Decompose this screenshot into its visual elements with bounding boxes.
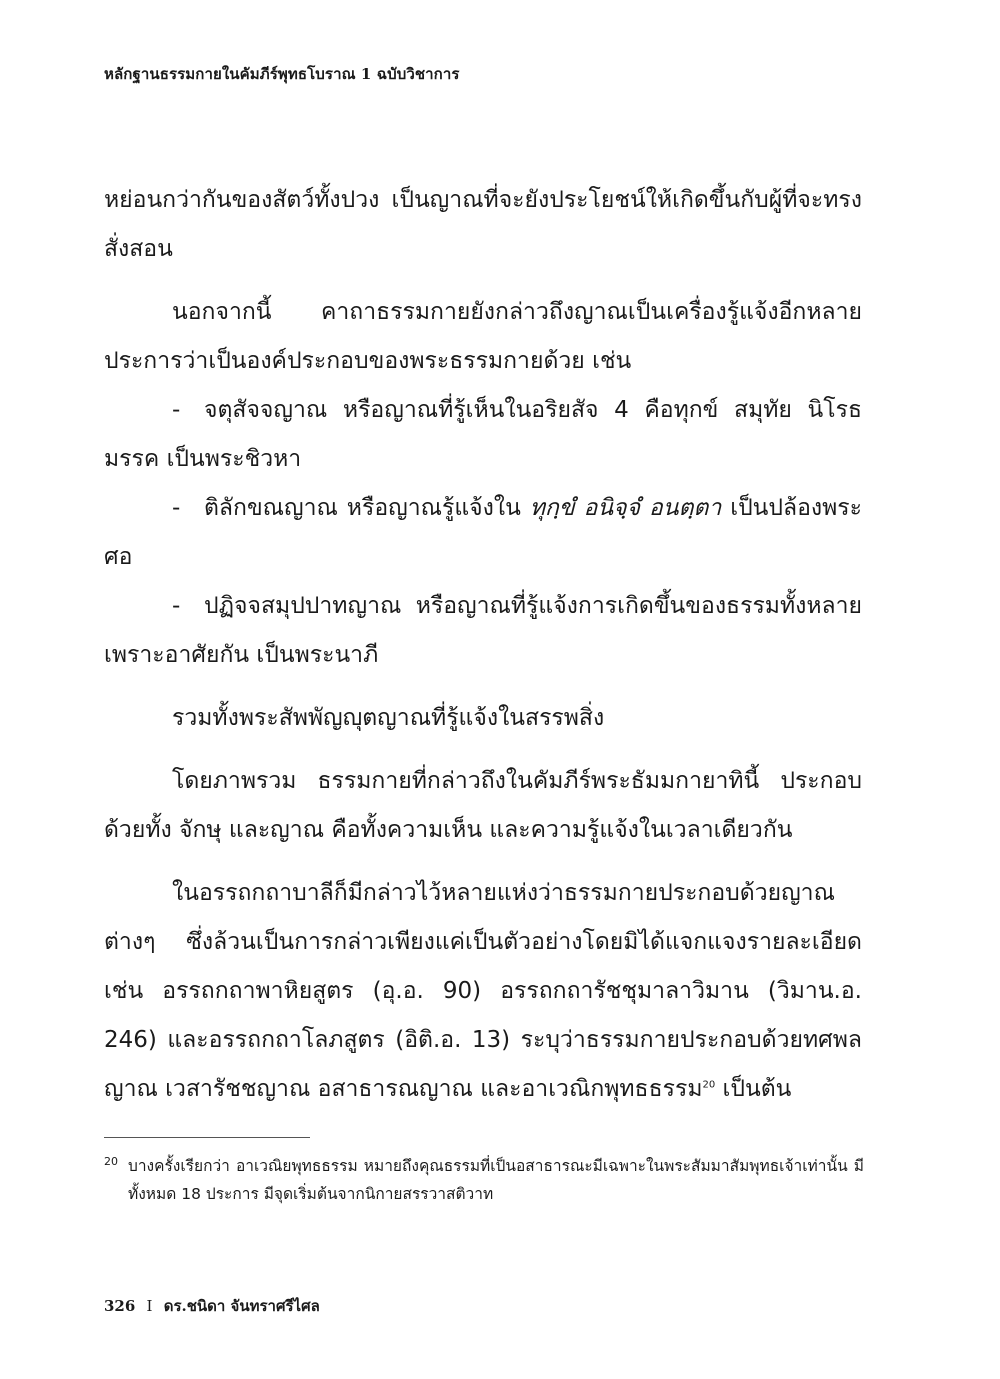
bullet-item-tilakkhana [104,484,862,582]
author-name: ดร.ชนิดา จันทราศรีไศล [163,1297,320,1315]
footnote-divider [104,1137,310,1138]
bullet-text: ปฏิจจสมุปปาทญาณ หรือญาณที่รู้แจ้งการเกิดขึ้นของธรรมทั้งหลายเพราะอาศัยกัน เป็นพระนาภี [104,593,862,668]
paragraph-commentaries [104,869,862,1114]
paragraph-overview: โดยภาพรวม ธรรมกายที่กล่าวถึงในคัมภีร์พระธัมมกายาทินี้ ประกอบด้วยทั้ง จักษุ และญาณ คือทั้งความเห็น และความรู้แจ้งในเวลาเดียวกัน [104,768,862,843]
page-footer [104,1294,320,1318]
bullet-text: จตุสัจจญาณ หรือญาณที่รู้เห็นในอริยสัจ 4 คือทุกข์ สมุทัย นิโรธ มรรค เป็นพระชิวหา [104,397,862,472]
bullet-item-catusacca [104,386,862,484]
page-number: 326 [104,1297,136,1315]
footer-separator: I [146,1297,153,1315]
bullet-dash: - [172,397,181,423]
bullet-text-pre: ติลักขณญาณ หรือญาณรู้แจ้งใน [204,495,530,521]
footnote-number: 20 [104,1155,118,1168]
paragraph-continued: หย่อนกว่ากันของสัตว์ทั้งปวง เป็นญาณที่จะยังประโยชน์ให้เกิดขึ้นกับผู้ที่จะทรงสั่งสอน [104,187,862,262]
running-header: หลักฐานธรรมกายในคัมภีร์พุทธโบราณ 1 ฉบับวิชาการ [104,65,460,83]
footnote-20 [104,1152,864,1208]
paragraph-dhammakaya-verse: นอกจากนี้ คาถาธรรมกายยังกล่าวถึงญาณเป็นเครื่องรู้แจ้งอีกหลายประการว่าเป็นองค์ประกอบของพระธรรมกายด้วย เช่น [104,299,862,374]
bullet-item-paticcasamuppada [104,582,862,680]
footnote-text: บางครั้งเรียกว่า อาเวณิยพุทธธรรม หมายถึงคุณธรรมที่เป็นอสาธารณะมีเฉพาะในพระสัมมาสัมพุทธเจ้าเท่านั้น มีทั้งหมด 18 ประการ มีจุดเริ่มต้นจากนิกายสรรวาสติวาท [128,1157,864,1203]
pali-italic-text: ทุกฺขํ อนิจฺจํ อนตฺตา [529,495,722,521]
bullet-dash: - [172,495,181,521]
paragraph-text: ในอรรถกถาบาลีก็มีกล่าวไว้หลายแห่งว่าธรรมกายประกอบด้วยญาณต่างๆ ซึ่งล้วนเป็นการกล่าวเพียงแค่เป็นตัวอย่างโดยมิได้แจกแจงรายละเอียด เช่น อรรถกถาพาหิยสูตร (อุ.อ. 90) อรรถกถารัชชุมาลาวิมาน (วิมาน.อ. 246) และอรรถกถาโลภสูตร (อิติ.อ. 13) ระบุว่าธรรมกายประกอบด้วยทศพลญาณ เวสารัชชญาณ อสาธารณญาณ และอาเวณิกพุทธธรรม [104,880,862,1102]
bullet-dash: - [172,593,181,619]
bullet-text-post: เป็นปล้องพระศอ [104,495,862,570]
footnote-reference[interactable]: 20 [702,1079,716,1091]
main-text [104,176,862,1114]
paragraph-sabbannuta: รวมทั้งพระสัพพัญญุตญาณที่รู้แจ้งในสรรพสิ่ง [172,705,605,731]
paragraph-end-text: เป็นต้น [715,1076,792,1102]
